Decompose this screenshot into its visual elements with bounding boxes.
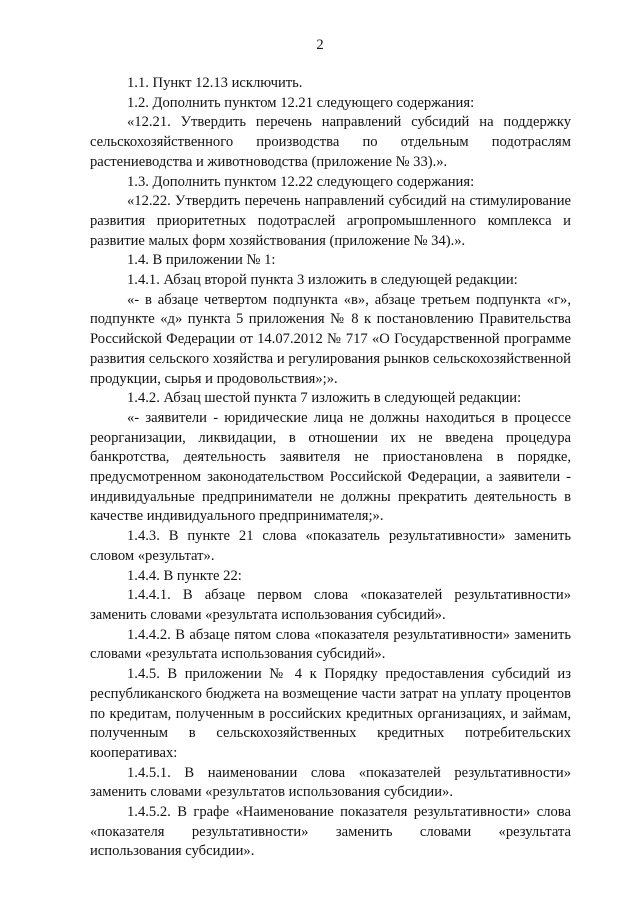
paragraph: 1.4.5. В приложении № 4 к Порядку предоставления субсидий из республиканского бюджета на возмещение части затрат на уплату процентов по кредитам, полученным в российских кредитных организациях, и займам, полученным в сельскохозяйственных кредитных потребительских кооперативах: (90, 666, 571, 761)
document-body (90, 74, 571, 862)
paragraph: 1.4.4.2. В абзаце пятом слова «показателя результативности» заменить словами «результата использования субсидий». (90, 626, 571, 663)
paragraph: 1.4. В приложении № 1: (127, 252, 276, 269)
paragraph: 1.4.4.1. В абзаце первом слова «показателей результативности» заменить словами «результата использования субсидий». (90, 587, 571, 623)
paragraph: 1.4.1. Абзац второй пункта 3 изложить в следующей редакции: (127, 272, 518, 289)
page-number: 2 (316, 37, 324, 53)
paragraph: 1.4.5.1. В наименовании слова «показателей результативности» заменить словами «результатов использования субсидии». (90, 764, 571, 801)
paragraph: «- заявители - юридические лица не должны находиться в процессе реорганизации, ликвидации, в отношении их не введена процедура банкротства, деятельность заявителя не приостановлена в порядке, предусмотренном законодательством Российской Федерации, а заявители - индивидуальные предприниматели не должны прекратить деятельность в качестве индивидуального предпринимателя;». (90, 409, 571, 525)
paragraph: «12.21. Утвердить перечень направлений субсидий на поддержку сельскохозяйственного производства по отдельным подотраслям растениеводства и животноводства (приложение № 33).». (90, 114, 571, 170)
paragraph: 1.4.3. В пункте 21 слова «показатель результативности» заменить словом «результат». (90, 528, 571, 564)
paragraph: «- в абзаце четвертом подпункта «в», абзаце третьем подпункта «г», подпункте «д» пункта 5 приложения № 8 к постановлению Правительства Российской Федерации от 14.07.2012 № 717 «О Государственной программе развития сельского хозяйства и регулирования рынков сельскохозяйственной продукции, сырья и продовольствия»;». (90, 291, 571, 387)
paragraph: 1.4.4. В пункте 22: (127, 567, 242, 584)
paragraph: 1.4.2. Абзац шестой пункта 7 изложить в следующей редакции: (127, 390, 522, 407)
paragraph: «12.22. Утвердить перечень направлений субсидий на стимулирование развития приоритетных подотраслей агропромышленного комплекса и развитие малых форм хозяйствования (приложение № 34).». (90, 193, 571, 249)
paragraph: 1.4.5.2. В графе «Наименование показателя результативности» слова «показателя результативности» заменить словами «результата использования субсидии». (90, 804, 571, 860)
paragraph: 1.3. Дополнить пунктом 12.22 следующего содержания: (127, 173, 475, 190)
paragraph: 1.1. Пункт 12.13 исключить. (127, 75, 303, 91)
paragraph: 1.2. Дополнить пунктом 12.21 следующего содержания: (127, 94, 475, 111)
